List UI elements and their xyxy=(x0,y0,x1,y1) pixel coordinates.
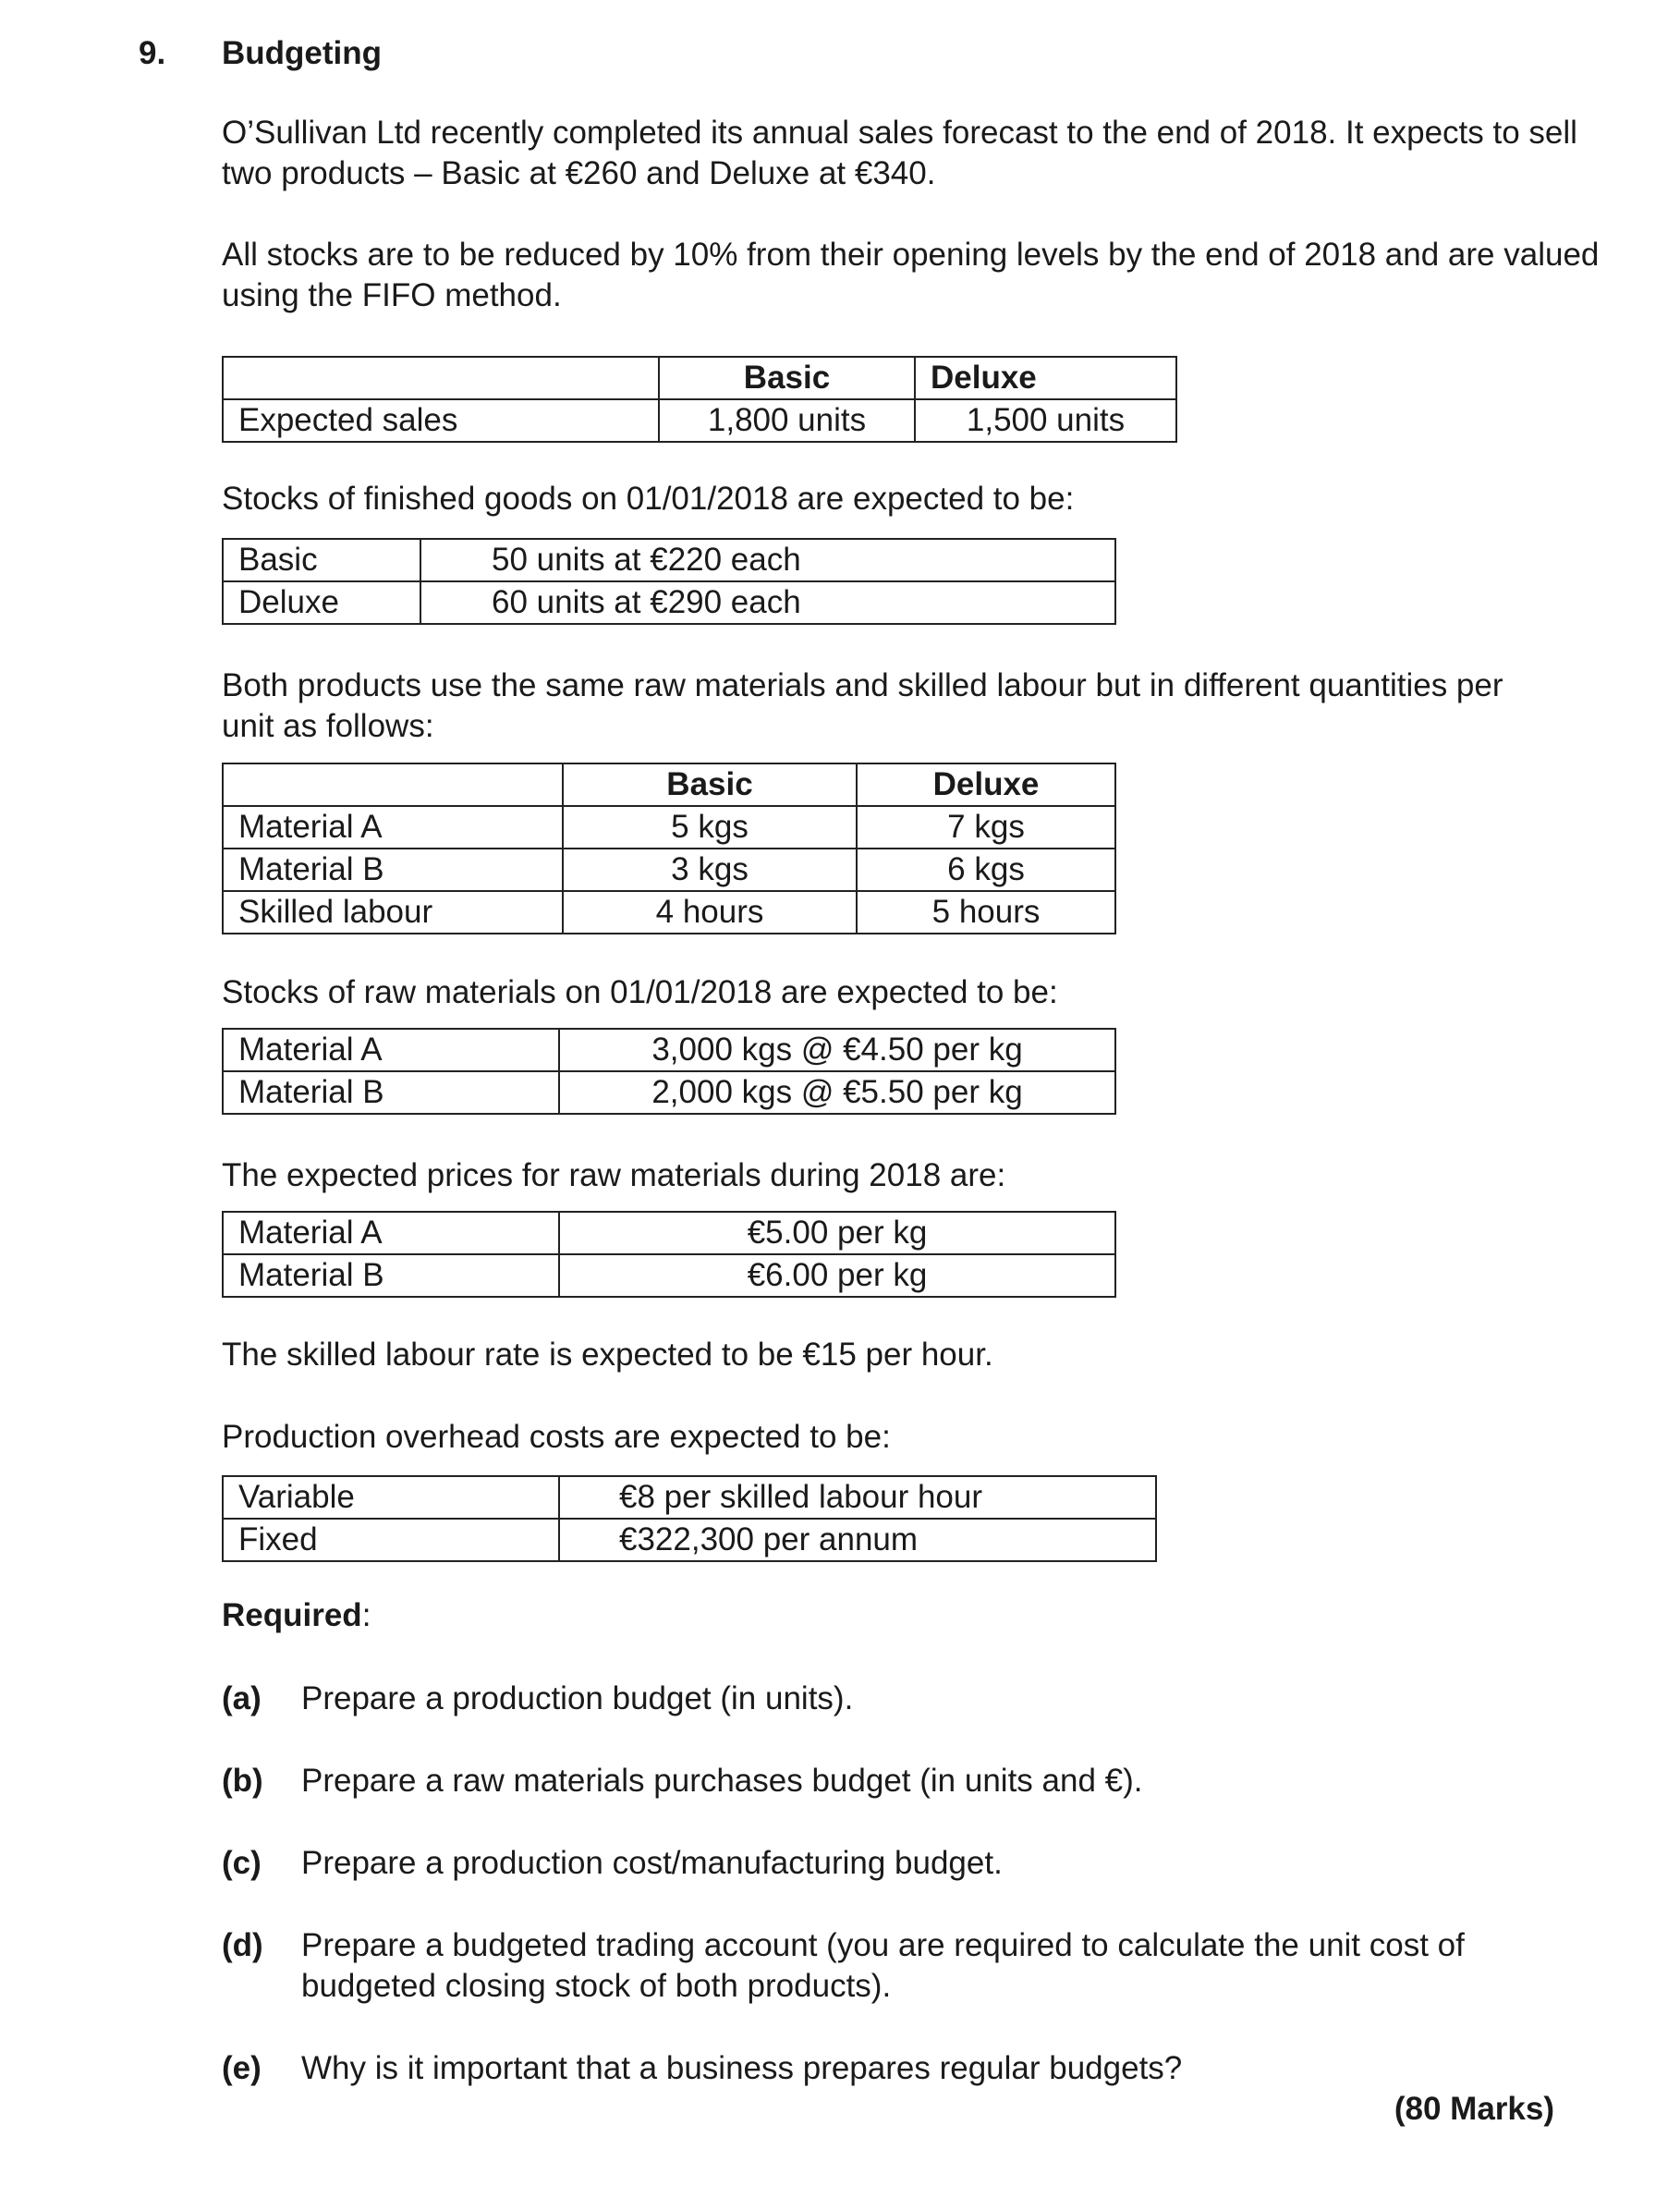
table-cell: 4 hours xyxy=(563,891,857,934)
part-d-label: (d) xyxy=(222,1927,263,1963)
part-e-text: Why is it important that a business prepares regular budgets? xyxy=(301,2050,1183,2086)
required-colon: : xyxy=(361,1597,371,1633)
table-cell: Material B xyxy=(223,1254,559,1297)
part-e-label: (e) xyxy=(222,2050,262,2086)
table-cell: €6.00 per kg xyxy=(559,1254,1115,1297)
table-cell: Material B xyxy=(223,849,563,891)
table-cell: Fixed xyxy=(223,1519,559,1561)
table-row xyxy=(223,1476,1156,1519)
table-cell: 5 kgs xyxy=(563,806,857,849)
table-row xyxy=(223,1029,1115,1071)
table-cell: 50 units at €220 each xyxy=(420,539,1115,581)
table-row xyxy=(223,357,1176,399)
prices-table xyxy=(222,1211,1116,1298)
table-row xyxy=(223,539,1115,581)
overheads-heading: Production overhead costs are expected to be: xyxy=(222,1419,891,1455)
table-cell: 60 units at €290 each xyxy=(420,581,1115,624)
table-row xyxy=(223,849,1115,891)
table-cell: 5 hours xyxy=(857,891,1115,934)
part-c-label: (c) xyxy=(222,1845,262,1881)
table-cell: 6 kgs xyxy=(857,849,1115,891)
part-a-label: (a) xyxy=(222,1680,262,1716)
intro-line-3: All stocks are to be reduced by 10% from their opening levels by the end of 2018 and are valued xyxy=(222,237,1600,273)
intro-line-4: using the FIFO method. xyxy=(222,277,562,313)
part-b-label: (b) xyxy=(222,1763,263,1799)
table-row xyxy=(223,1071,1115,1114)
intro-line-1: O’Sullivan Ltd recently completed its annual sales forecast to the end of 2018. It expects to sell xyxy=(222,115,1577,151)
table-cell: Material A xyxy=(223,1029,559,1071)
table-cell: Basic xyxy=(223,539,420,581)
labour-rate-text: The skilled labour rate is expected to be €15 per hour. xyxy=(222,1337,993,1373)
table-row xyxy=(223,1254,1115,1297)
required-heading xyxy=(222,1595,371,1636)
table-cell: €322,300 per annum xyxy=(559,1519,1156,1561)
table-cell xyxy=(223,763,563,806)
prices-heading: The expected prices for raw materials during 2018 are: xyxy=(222,1157,1006,1193)
sales-table xyxy=(222,356,1177,443)
question-number: 9. xyxy=(139,35,166,71)
table-row xyxy=(223,763,1115,806)
intro-line-2: two products – Basic at €260 and Deluxe at €340. xyxy=(222,155,936,191)
table-row xyxy=(223,581,1115,624)
part-a-text: Prepare a production budget (in units). xyxy=(301,1680,854,1716)
table-header-deluxe: Deluxe xyxy=(915,357,1176,399)
table-cell: Variable xyxy=(223,1476,559,1519)
table-row xyxy=(223,1212,1115,1254)
table-cell xyxy=(223,357,659,399)
total-marks: (80 Marks) xyxy=(1394,2091,1554,2127)
table-cell: 1,800 units xyxy=(659,399,915,442)
table-cell: €8 per skilled labour hour xyxy=(559,1476,1156,1519)
usage-line-2: unit as follows: xyxy=(222,708,434,744)
required-label: Required xyxy=(222,1597,362,1633)
finished-goods-heading: Stocks of finished goods on 01/01/2018 are expected to be: xyxy=(222,481,1075,517)
table-cell: €5.00 per kg xyxy=(559,1212,1115,1254)
part-c-text: Prepare a production cost/manufacturing budget. xyxy=(301,1845,1003,1881)
table-cell: Skilled labour xyxy=(223,891,563,934)
table-cell: 7 kgs xyxy=(857,806,1115,849)
usage-table xyxy=(222,763,1116,934)
table-header-deluxe: Deluxe xyxy=(857,763,1115,806)
table-header-basic: Basic xyxy=(659,357,915,399)
part-d-text-line-2: budgeted closing stock of both products). xyxy=(301,1968,892,2004)
table-cell: Material B xyxy=(223,1071,559,1114)
raw-stocks-heading: Stocks of raw materials on 01/01/2018 are expected to be: xyxy=(222,974,1058,1010)
table-cell: Expected sales xyxy=(223,399,659,442)
table-cell: Material A xyxy=(223,806,563,849)
table-row xyxy=(223,1519,1156,1561)
table-cell: 1,500 units xyxy=(915,399,1176,442)
table-cell: 3 kgs xyxy=(563,849,857,891)
table-cell: Material A xyxy=(223,1212,559,1254)
table-header-basic: Basic xyxy=(563,763,857,806)
table-row xyxy=(223,891,1115,934)
table-cell: 3,000 kgs @ €4.50 per kg xyxy=(559,1029,1115,1071)
usage-line-1: Both products use the same raw materials and skilled labour but in different quantities per xyxy=(222,667,1503,703)
table-row xyxy=(223,806,1115,849)
finished-goods-table xyxy=(222,538,1116,625)
question-title: Budgeting xyxy=(222,35,383,71)
table-row xyxy=(223,399,1176,442)
part-b-text: Prepare a raw materials purchases budget (in units and €). xyxy=(301,1763,1143,1799)
raw-stocks-table xyxy=(222,1028,1116,1115)
part-d-text: Prepare a budgeted trading account (you are required to calculate the unit cost of xyxy=(301,1927,1465,1963)
overheads-table xyxy=(222,1475,1157,1562)
table-cell: Deluxe xyxy=(223,581,420,624)
table-cell: 2,000 kgs @ €5.50 per kg xyxy=(559,1071,1115,1114)
